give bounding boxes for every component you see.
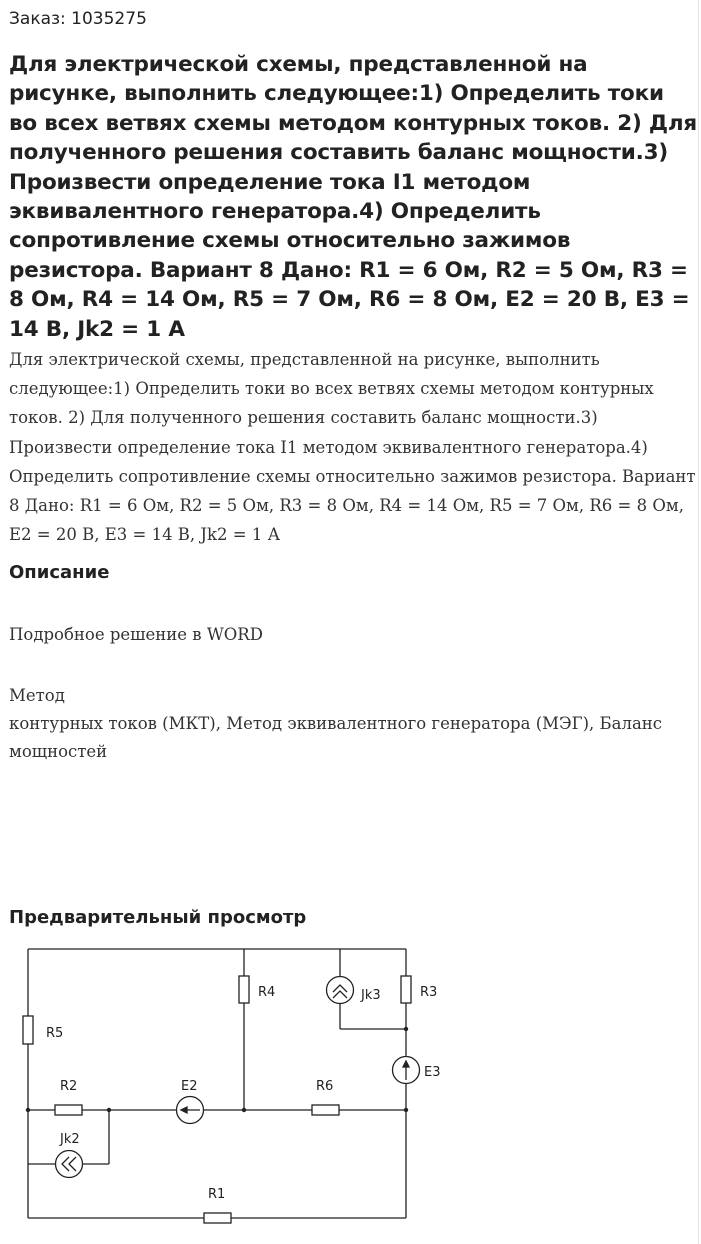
preview-heading: Предварительный просмотр bbox=[9, 907, 307, 928]
current-source-jk2-icon bbox=[56, 1151, 83, 1178]
voltage-source-e3-icon bbox=[393, 1057, 420, 1084]
methods-block bbox=[9, 682, 689, 766]
description-heading: Описание bbox=[9, 562, 110, 583]
current-source-jk3-icon bbox=[327, 977, 354, 1004]
resistor-r3 bbox=[401, 976, 411, 1003]
label-jk2: Jk2 bbox=[60, 1132, 80, 1147]
label-e2: E2 bbox=[181, 1079, 198, 1094]
task-title: Для электрической схемы, представленной на рисунке, выполнить следующее:1) Определить токи во всех ветвях схемы методом контурных токов. 2) Для полученного решения составить баланс мощности.3) Произвести определение тока I1 методом эквивалентного генератора.4) Определить сопротивление схемы относительно зажимов резистора. Вариант 8 Дано: R1 = 6 Ом, R2 = 5 Ом, R3 = 8 Ом, R4 = 14 Ом, R5 = 7 Ом, R6 = 8 Ом, E2 = 20 В, E3 = 14 В, Jk2 = 1 А bbox=[9, 52, 697, 342]
label-r6: R6 bbox=[316, 1079, 334, 1094]
task-description: Для электрической схемы, представленной на рисунке, выполнить следующее:1) Определить токи во всех ветвях схемы методом контурных токов. 2) Для полученного решения составить баланс мощности.3) Произвести определение тока I1 методом эквивалентного генератора.4) Определить сопротивление схемы относительно зажимов резистора. Вариант 8 Дано: R1 = 6 Ом, R2 = 5 Ом, R3 = 8 Ом, R4 = 14 Ом, R5 = 7 Ом, R6 = 8 Ом, E2 = 20 В, E3 = 14 В, Jk2 = 1 А bbox=[9, 350, 696, 545]
order-number: Заказ: 1035275 bbox=[9, 9, 147, 29]
solution-note: Подробное решение в WORD bbox=[9, 625, 263, 644]
methods-list: контурных токов (МКТ), Метод эквивалентного генератора (МЭГ), Баланс мощностей bbox=[9, 714, 663, 761]
right-border bbox=[698, 0, 699, 1244]
resistor-r4 bbox=[239, 976, 249, 1003]
method-label: Метод bbox=[9, 686, 65, 705]
label-r2: R2 bbox=[60, 1079, 78, 1094]
resistor-r5 bbox=[23, 1016, 33, 1044]
label-r1: R1 bbox=[208, 1187, 226, 1202]
label-e3: E3 bbox=[424, 1065, 441, 1080]
resistor-r1 bbox=[204, 1213, 231, 1223]
label-r4: R4 bbox=[258, 985, 276, 1000]
voltage-source-e2-icon bbox=[177, 1097, 204, 1124]
label-jk3: Jk3 bbox=[361, 988, 381, 1003]
circuit-diagram bbox=[0, 930, 460, 1230]
label-r3: R3 bbox=[420, 985, 438, 1000]
resistor-r6 bbox=[312, 1105, 339, 1115]
label-r5: R5 bbox=[46, 1026, 64, 1041]
resistor-r2 bbox=[55, 1105, 82, 1115]
junction-dots bbox=[26, 1027, 408, 1112]
